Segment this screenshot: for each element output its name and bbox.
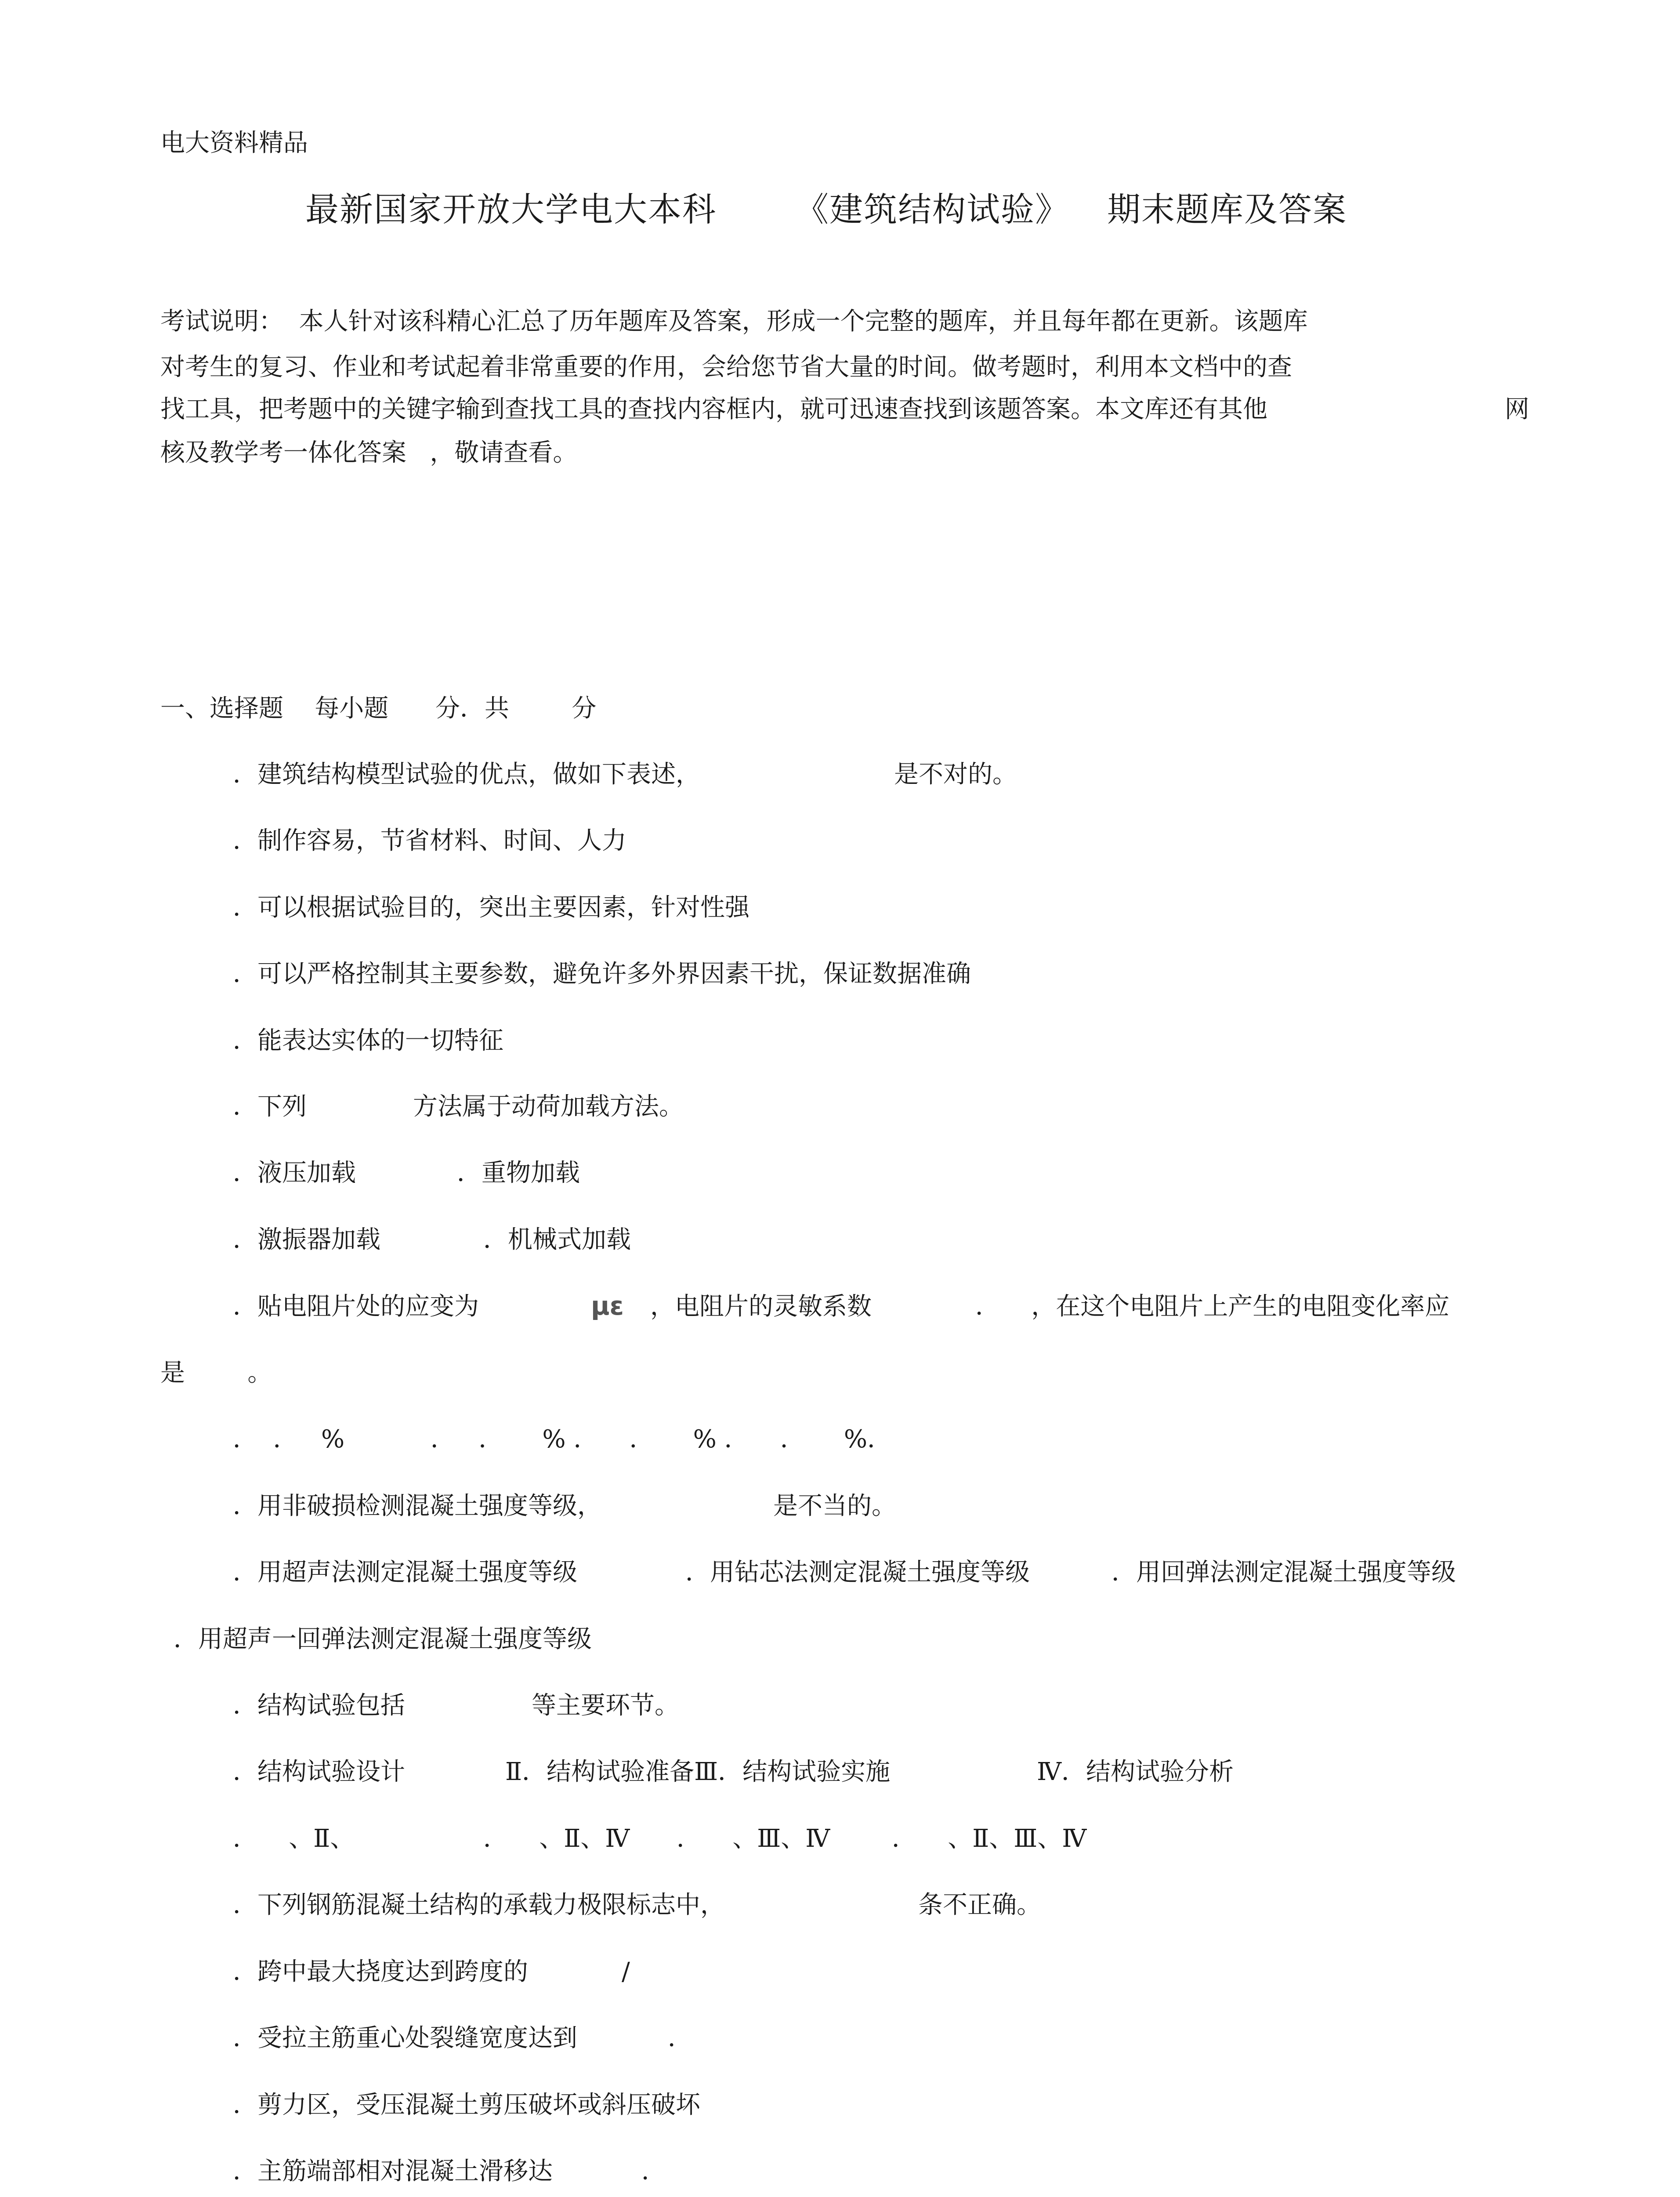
intro-line-3: 找工具，把考题中的关键字输到查找工具的查找内容框内，就可迅速查找到该题答案。本文库还有其他 xyxy=(160,395,1267,424)
title-part-2: 《建筑结构试验》 xyxy=(795,190,1069,229)
q2-option-1: ．液压加载 xyxy=(233,1159,356,1187)
q2-option-3: ．激振器加载 xyxy=(233,1225,380,1254)
q2-stem: ．下列 xyxy=(233,1092,307,1121)
q5-item-4: Ⅳ．结构试验分析 xyxy=(1037,1758,1234,1786)
q6-option-3: ．剪力区，受压混凝土剪压破坏或斜压破坏 xyxy=(233,2091,700,2119)
q1-stem-end: 是不对的。 xyxy=(894,760,1017,789)
q3-stem-end: ． ，在这个电阻片上产生的电阻变化率应 xyxy=(975,1292,1450,1321)
q5-option-3: ． 、Ⅲ、Ⅳ xyxy=(677,1824,830,1853)
intro-line-4: 核及教学考一体化答案 ，敬请查看。 xyxy=(160,439,578,467)
intro-line-3-end: 网 xyxy=(1505,395,1529,424)
q5-stem-end: 等主要环节。 xyxy=(532,1691,679,1720)
q3-stem-continuation: 是 。 xyxy=(160,1359,272,1387)
intro-line-2: 对考生的复习、作业和考试起着非常重要的作用，会给您节省大量的时间。做考题时，利用本文档中的查 xyxy=(160,353,1292,381)
title-part-1: 最新国家开放大学电大本科 xyxy=(305,190,717,229)
q6-option-4: ．主筋端部相对混凝土滑移达 xyxy=(233,2157,553,2186)
q4-stem-end: 是不当的。 xyxy=(773,1492,896,1520)
q4-option-2: ．用钻芯法测定混凝土强度等级 xyxy=(685,1558,1030,1587)
q1-option-4: ．能表达实体的一切特征 xyxy=(233,1026,503,1055)
q5-stem: ．结构试验包括 xyxy=(233,1691,405,1720)
header-watermark: 电大资料精品 xyxy=(160,129,308,157)
q5-item-1: ．结构试验设计 xyxy=(233,1758,405,1786)
q2-option-2: ．重物加载 xyxy=(457,1159,580,1187)
q5-option-1: ． 、Ⅱ、 xyxy=(233,1824,355,1853)
q6-option-4-end: ． xyxy=(641,2157,666,2186)
q4-option-3: ．用回弹法测定混凝土强度等级 xyxy=(1112,1558,1456,1587)
q2-stem-end: 方法属于动荷加载方法。 xyxy=(413,1092,684,1121)
q4-option-4: ．用超声一回弹法测定混凝土强度等级 xyxy=(174,1625,592,1653)
q6-option-1-end: / xyxy=(622,1958,630,1986)
title-part-3: 期末题库及答案 xyxy=(1107,190,1347,229)
intro-line-1: 考试说明： 本人针对该科精心汇总了历年题库及答案，形成一个完整的题库，并且每年都在更新。该题库 xyxy=(160,307,1308,336)
section-heading: 一、选择题 每小题 分．共 分 xyxy=(160,694,597,723)
q6-stem: ．下列钢筋混凝土结构的承载力极限标志中， xyxy=(233,1891,725,1919)
q3-stem: ．贴电阻片处的应变为 xyxy=(233,1292,479,1321)
q1-option-3: ．可以严格控制其主要参数，避免许多外界因素干扰，保证数据准确 xyxy=(233,960,971,988)
q3-stem-middle: ，电阻片的灵敏系数 xyxy=(650,1292,872,1321)
q6-option-2: ．受拉主筋重心处裂缝宽度达到 xyxy=(233,2024,577,2052)
q6-option-1: ．跨中最大挠度达到跨度的 xyxy=(233,1958,528,1986)
q1-option-1: ．制作容易，节省材料、时间、人力 xyxy=(233,827,626,855)
q1-option-2: ．可以根据试验目的，突出主要因素，针对性强 xyxy=(233,893,749,922)
q5-option-2: ． 、Ⅱ、Ⅳ xyxy=(483,1824,630,1853)
q3-microstrain-symbol: με xyxy=(591,1291,624,1321)
q6-stem-end: 条不正确。 xyxy=(918,1891,1041,1919)
q3-options: ． ． % ． ． % ． ． % ． ． %． xyxy=(233,1425,892,1454)
q4-option-1: ．用超声法测定混凝土强度等级 xyxy=(233,1558,577,1587)
q5-item-2-3: Ⅱ．结构试验准备Ⅲ．结构试验实施 xyxy=(505,1758,891,1786)
q6-option-2-end: ． xyxy=(668,2024,692,2052)
q5-option-4: ． 、Ⅱ、Ⅲ、Ⅳ xyxy=(892,1824,1087,1853)
q4-stem: ．用非破损检测混凝土强度等级， xyxy=(233,1492,602,1520)
q2-option-4: ．机械式加载 xyxy=(483,1225,631,1254)
q1-stem: ．建筑结构模型试验的优点，做如下表述， xyxy=(233,760,700,789)
